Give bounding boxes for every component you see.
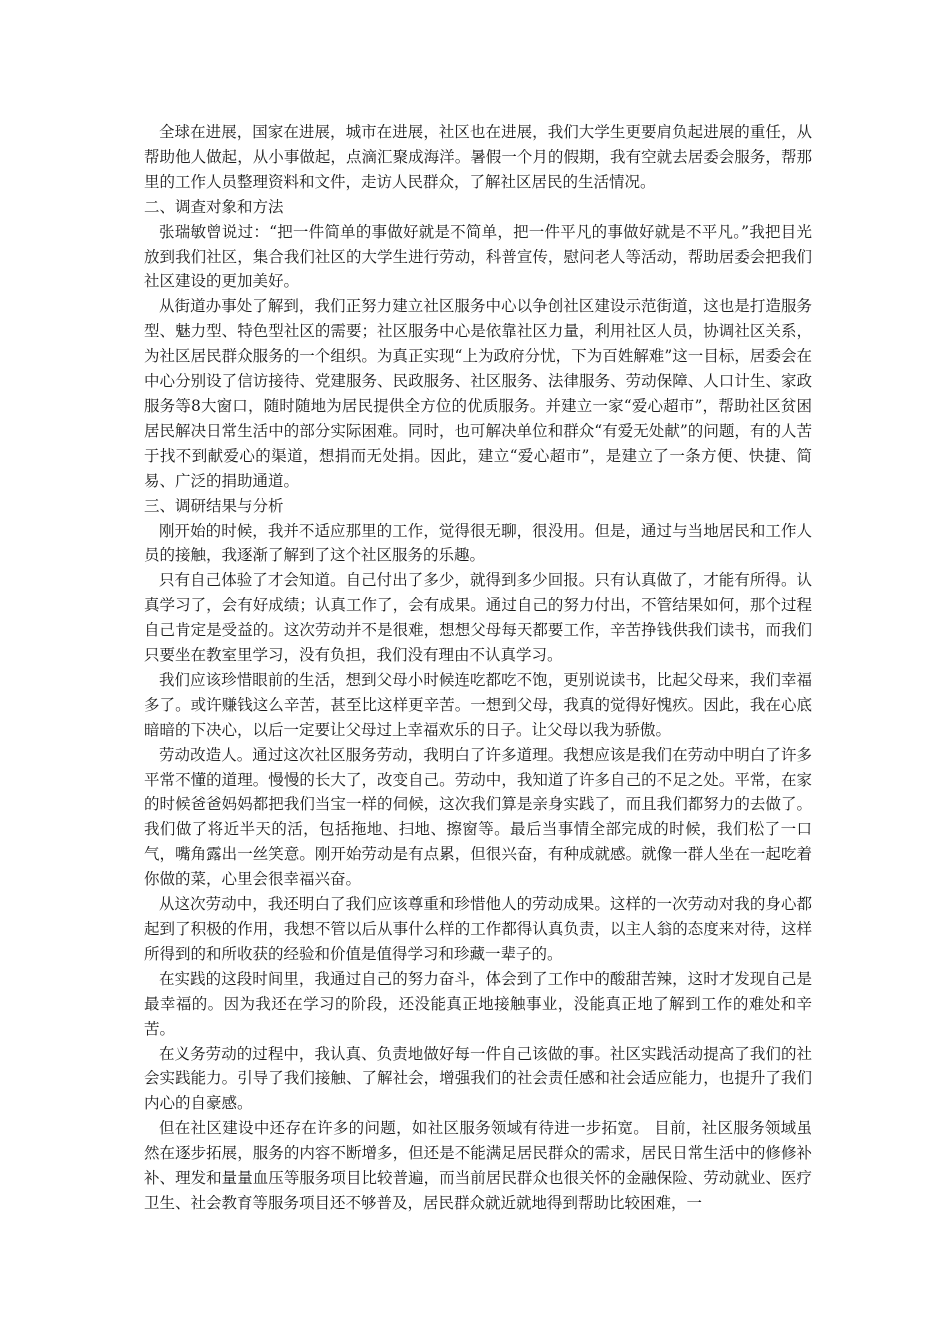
document-body <box>144 120 812 1216</box>
paragraph-quote: 张瑞敏曾说过：“把一件简单的事做好就是不简单，把一件平凡的事做好就是不平凡。”我把目光放到我们社区，集合我们社区的大学生进行劳动，科普宣传，慰问老人等活动，帮助居委会把我们社区建设的更加美好。 <box>144 222 812 291</box>
paragraph-service-center: 从街道办事处了解到，我们正努力建立社区服务中心以争创社区建设示范街道，这也是打造服务型、魅力型、特色型社区的需要；社区服务中心是依靠社区力量，利用社区人员，协调社区关系，为社区居民群众服务的一个组织。为真正实现“上为政府分忧，下为百姓解难”这一目标，居委会在中心分别设了信访接待、党建服务、民政服务、社区服务、法律服务、劳动保障、人口计生、家政服务等8大窗口，随时随地为居民提供全方位的优质服务。并建立一家“爱心超市”，帮助社区贫困居民解决日常生活中的部分实际困难。同时，也可解决单位和群众“有爱无处献”的问题，有的人苦于找不到献爱心的渠道，想捐而无处捐。因此，建立“爱心超市”，是建立了一条方便、快捷、简易、广泛的捐助通道。 <box>144 297 812 490</box>
paragraph-volunteer-work: 在义务劳动的过程中，我认真、负责地做好每一件自己该做的事。社区实践活动提高了我们的社会实践能力。引导了我们接触、了解社会，增强我们的社会责任感和社会适应能力，也提升了我们内心的自豪感。 <box>144 1044 812 1113</box>
section-heading-survey-method: 二、调查对象和方法 <box>144 197 284 216</box>
paragraph-cherish-life: 我们应该珍惜眼前的生活，想到父母小时候连吃都吃不饱，更别说读书，比起父母来，我们幸福多了。或许赚钱这么辛苦，甚至比这样更辛苦。一想到父母，我真的觉得好愧疚。因此，我在心底暗暗的下决心，以后一定要让父母过上幸福欢乐的日子。让父母以我为骄傲。 <box>144 670 812 739</box>
paragraph-practice-time: 在实践的这段时间里，我通过自己的努力奋斗，体会到了工作中的酸甜苦辣，这时才发现自己是最幸福的。因为我还在学习的阶段，还没能真正地接触事业，没能真正地了解到工作的难处和辛苦。 <box>144 969 812 1038</box>
paragraph-respect-labor: 从这次劳动中，我还明白了我们应该尊重和珍惜他人的劳动成果。这样的一次劳动对我的身心都起到了积极的作用，我想不管以后从事什么样的工作都得认真负责，以主人翁的态度来对待，这样所得到的和所收获的经验和价值是值得学习和珍藏一辈子的。 <box>144 895 812 963</box>
paragraph-beginning: 刚开始的时候，我并不适应那里的工作，觉得很无聊，很没用。但是，通过与当地居民和工作人员的接触，我逐渐了解到了这个社区服务的乐趣。 <box>144 521 812 565</box>
paragraph-experience: 只有自己体验了才会知道。自己付出了多少，就得到多少回报。只有认真做了，才能有所得。认真学习了，会有好成绩；认真工作了，会有成果。通过自己的努力付出，不管结果如何，那个过程自己肯定是受益的。这次劳动并不是很难，想想父母每天都要工作，辛苦挣钱供我们读书，而我们只要坐在教室里学习，没有负担，我们没有理由不认真学习。 <box>144 571 812 665</box>
paragraph-problems: 但在社区建设中还存在许多的问题，如社区服务领域有待进一步拓宽。 目前，社区服务领域虽然在逐步拓展，服务的内容不断增多，但还是不能满足居民群众的需求，居民日常生活中的修修补补、理发和量量血压等服务项目比较普遍，而当前居民群众也很关怀的金融保险、劳动就业、医疗卫生、社会教育等服务项目还不够普及，居民群众就近就地得到帮助比较困难，一 <box>144 1119 812 1212</box>
section-heading-results: 三、调研结果与分析 <box>144 496 284 515</box>
paragraph-labor-transforms: 劳动改造人。通过这次社区服务劳动，我明白了许多道理。我想应该是我们在劳动中明白了许多平常不懂的道理。慢慢的长大了，改变自己。劳动中，我知道了许多自己的不足之处。平常，在家的时候爸爸妈妈都把我们当宝一样的伺候，这次我们算是亲身实践了，而且我们都努力的去做了。我们做了将近半天的活，包括拖地、扫地、擦窗等。最后当事情全部完成的时候，我们松了一口气，嘴角露出一丝笑意。刚开始劳动是有点累，但很兴奋，有种成就感。就像一群人坐在一起吃着你做的菜，心里会很幸福兴奋。 <box>144 745 812 889</box>
intro-paragraph: 全球在进展，国家在进展，城市在进展，社区也在进展，我们大学生更要肩负起进展的重任，从帮助他人做起，从小事做起，点滴汇聚成海洋。暑假一个月的假期，我有空就去居委会服务，帮那里的工作人员整理资料和文件，走访人民群众，了解社区居民的生活情况。 <box>144 123 812 191</box>
